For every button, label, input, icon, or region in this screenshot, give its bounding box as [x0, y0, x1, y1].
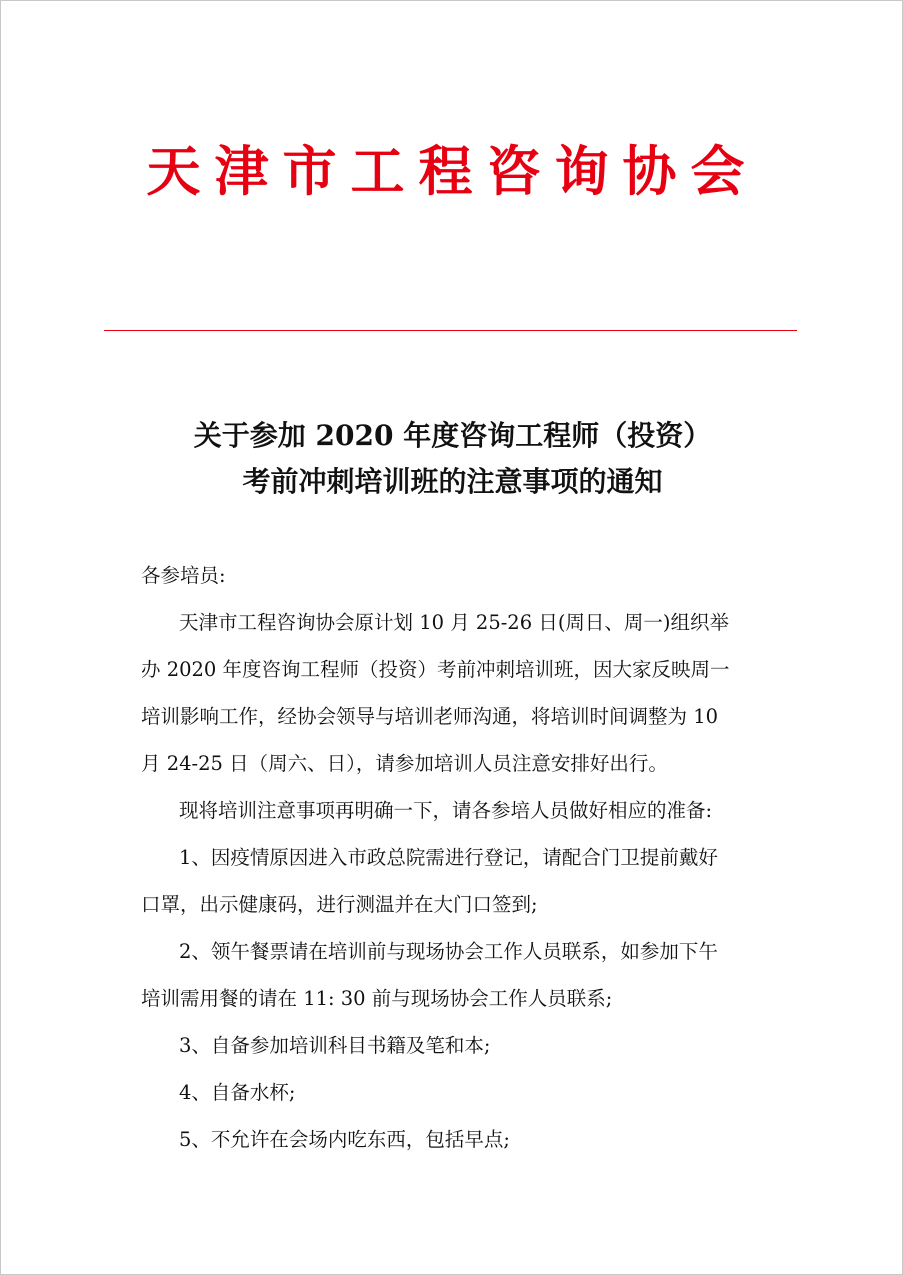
item-1-line-1: 1、因疫情原因进入市政总院需进行登记，请配合门卫提前戴好 — [179, 846, 718, 869]
salutation: 各参培员: — [141, 564, 226, 587]
paragraph-1-line-1: 天津市工程咨询协会原计划 10 月 25-26 日(周日、周一)组织举 — [179, 611, 730, 634]
notice-title-line-1: 关于参加 2020 年度咨询工程师（投资） — [193, 419, 712, 452]
notice-title-line-2: 考前冲刺培训班的注意事项的通知 — [242, 465, 663, 498]
item-4: 4、自备水杯; — [179, 1081, 296, 1104]
paragraph-2: 现将培训注意事项再明确一下，请各参培人员做好相应的准备: — [179, 799, 713, 822]
item-2-line-1: 2、领午餐票请在培训前与现场协会工作人员联系，如参加下午 — [179, 940, 718, 963]
organization-letterhead: 天津市工程咨询协会 — [146, 139, 759, 203]
item-2-line-2: 培训需用餐的请在 11: 30 前与现场协会工作人员联系; — [141, 987, 613, 1010]
item-5: 5、不允许在会场内吃东西，包括早点; — [179, 1128, 510, 1151]
paragraph-1-line-3: 培训影响工作，经协会领导与培训老师沟通，将培训时间调整为 10 — [141, 705, 719, 728]
item-1-line-2: 口罩，出示健康码，进行测温并在大门口签到; — [141, 893, 538, 916]
paragraph-1-line-2: 办 2020 年度咨询工程师（投资）考前冲刺培训班，因大家反映周一 — [141, 658, 730, 681]
letterhead-divider — [104, 330, 797, 331]
paragraph-1-line-4: 月 24-25 日（周六、日），请参加培训人员注意安排好出行。 — [141, 752, 668, 775]
item-3: 3、自备参加培训科目书籍及笔和本; — [179, 1034, 491, 1057]
